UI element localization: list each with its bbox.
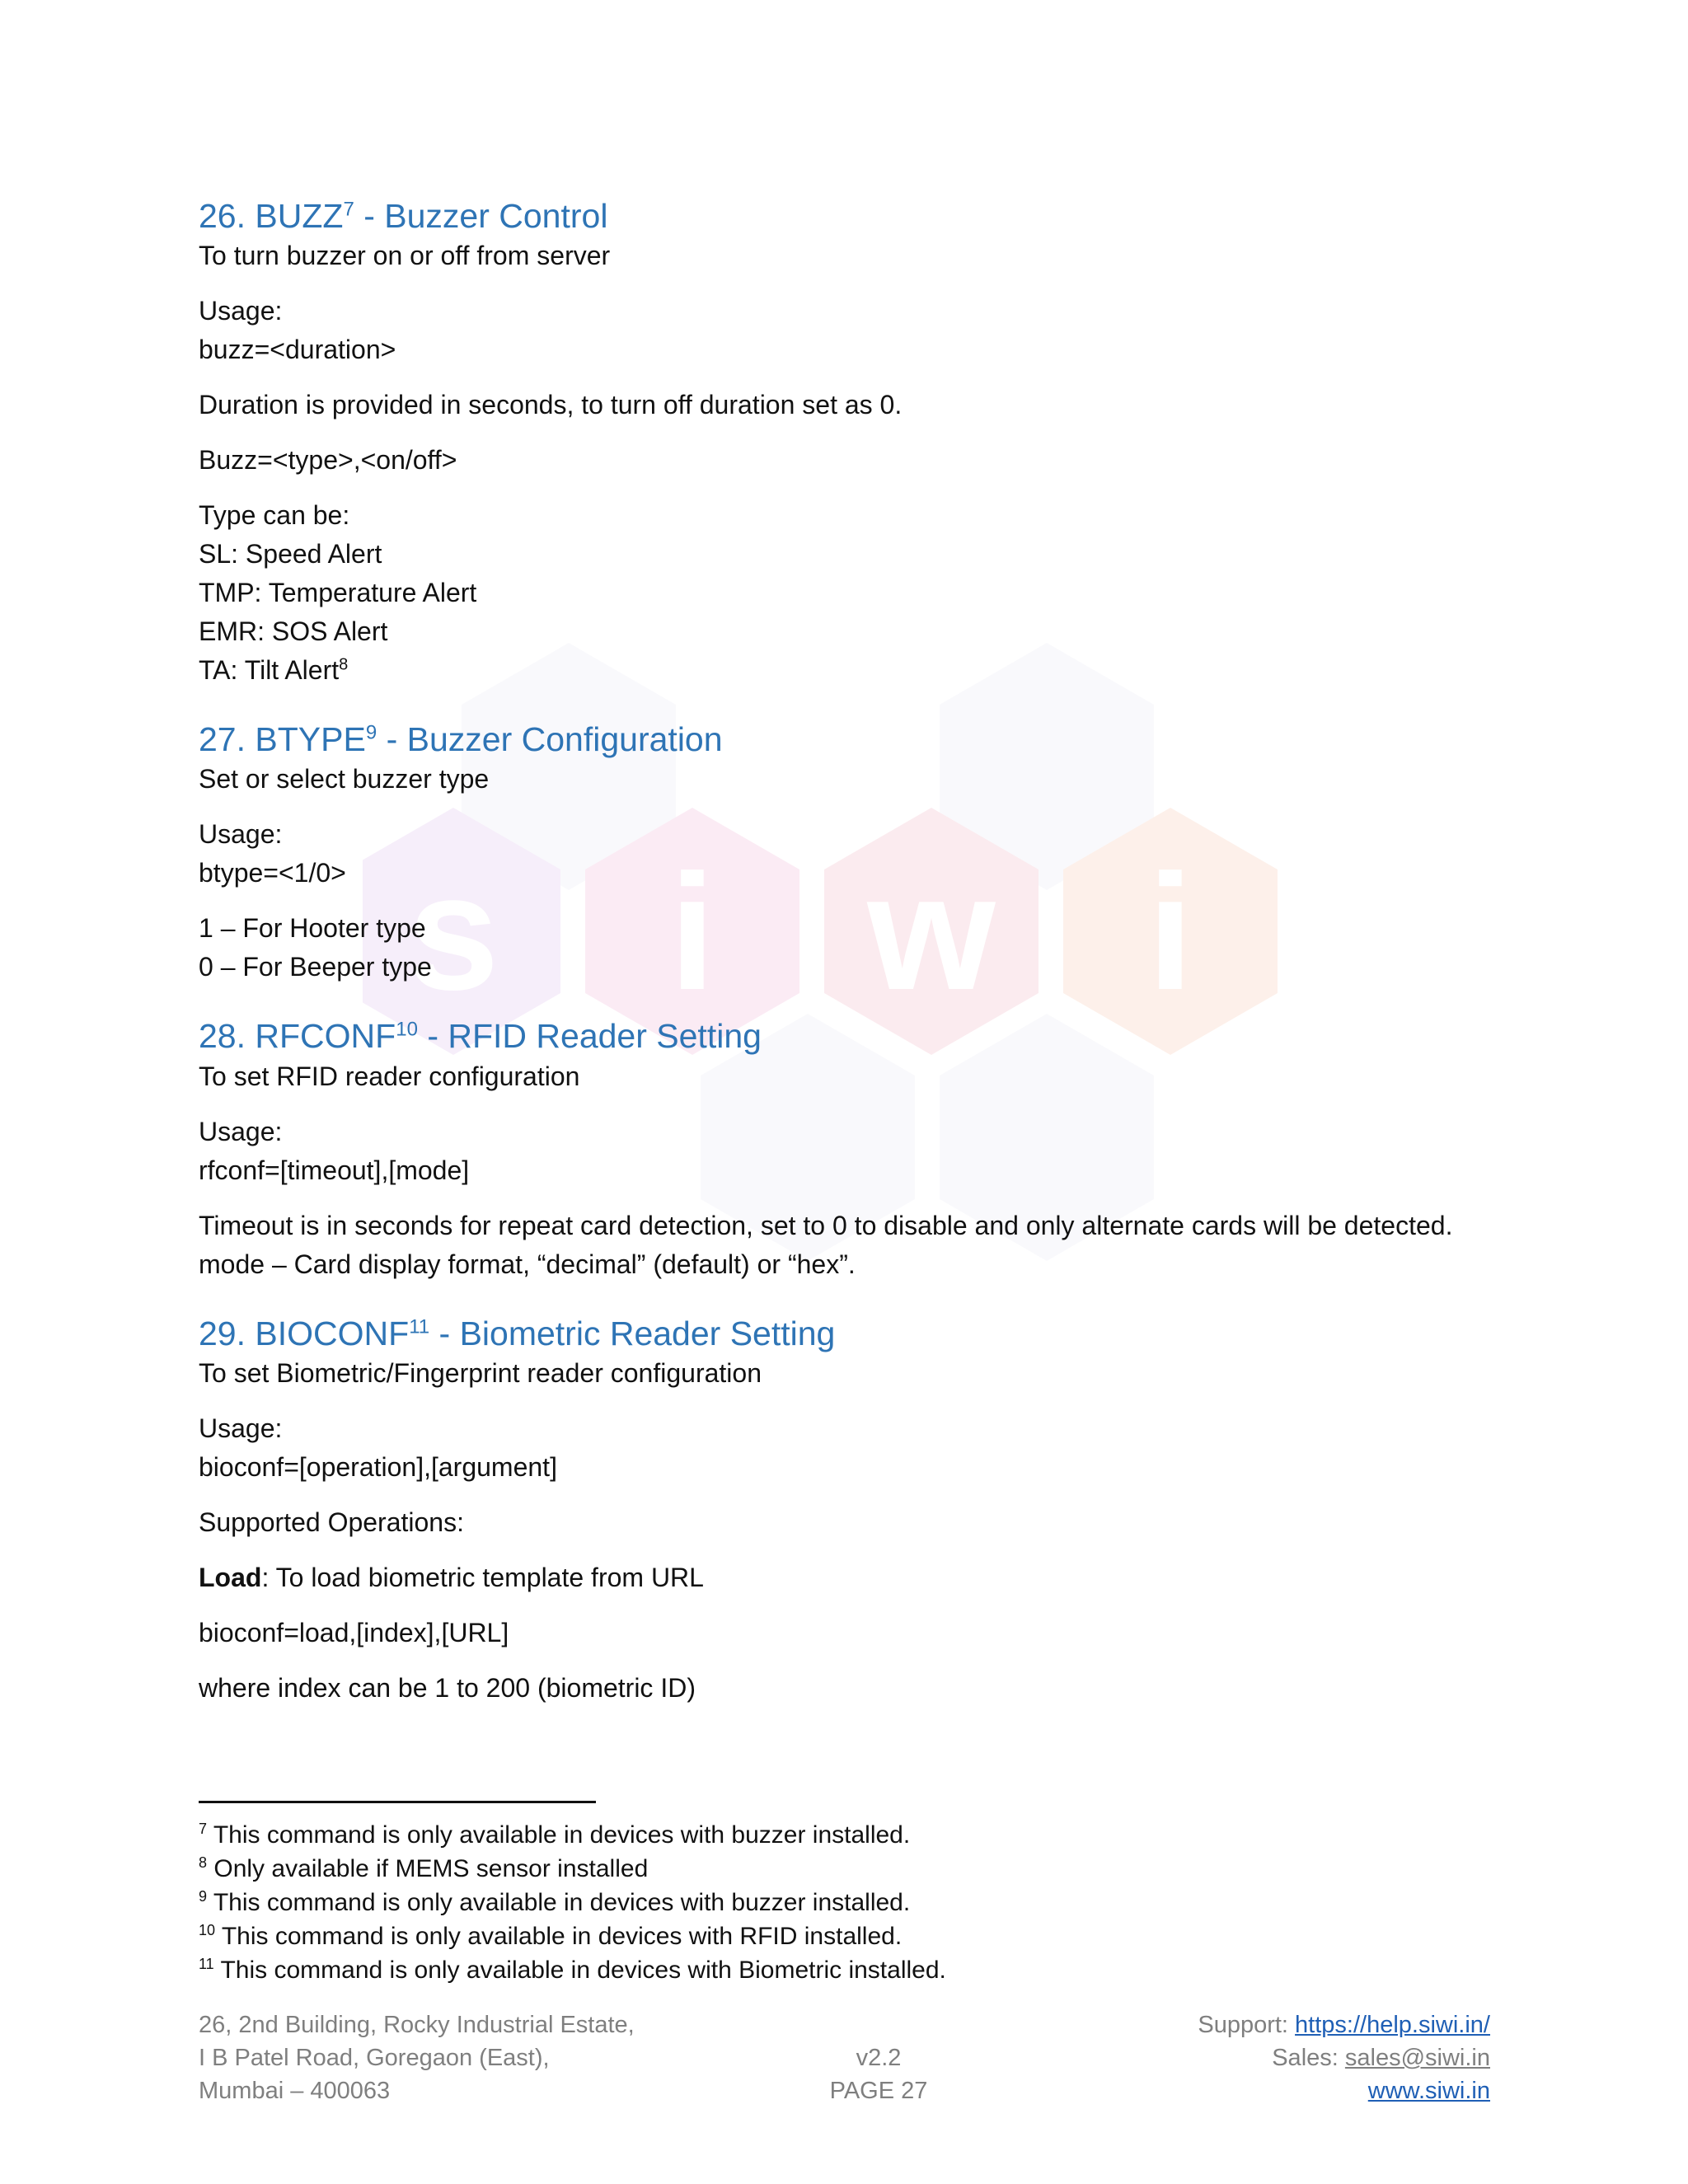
body-line: buzz=<duration> [199, 335, 396, 365]
section-heading-buzz [199, 196, 1517, 237]
page-content [199, 196, 1517, 1708]
body-line: To set Biometric/Fingerprint reader configuration [199, 1357, 762, 1388]
section-number: 27. [199, 720, 246, 759]
paragraph-gap [199, 1096, 1517, 1113]
watermark-letter: i [669, 841, 715, 1024]
paragraph-gap [199, 1393, 1517, 1409]
footnotes [199, 1818, 1517, 1987]
footnote-text: This command is only available in devices with RFID installed. [221, 1923, 903, 1950]
footnote-ref: 11 [409, 1315, 430, 1338]
body-line: To turn buzzer on or off from server [199, 241, 611, 271]
paragraph-gap [199, 1190, 1517, 1207]
watermark-letter: i [1147, 841, 1193, 1024]
body-line: mode – Card display format, “decimal” (default) or “hex”. [199, 1249, 856, 1279]
body-line: Set or select buzzer type [199, 764, 490, 794]
body-line: TMP: Temperature Alert [199, 578, 477, 608]
website-line [913, 2074, 1490, 2107]
body-line: Usage: [199, 1413, 283, 1443]
body-line: rfconf=[timeout],[mode] [199, 1155, 470, 1185]
footnote [199, 1953, 1517, 1987]
command-name: BUZZ [255, 197, 344, 235]
body-line: SL: Speed Alert [199, 539, 382, 569]
footnote-number: 11 [199, 1956, 214, 1972]
tilt-alert-line [199, 651, 1517, 690]
footnote-number: 9 [199, 1888, 208, 1905]
support-line [913, 2008, 1490, 2041]
footnote [199, 1886, 1517, 1919]
sales-email-link[interactable]: sales@siwi.in [1344, 2045, 1490, 2071]
section-body [199, 1057, 1517, 1284]
command-name: BIOCONF [255, 1314, 410, 1352]
footnote-text: This command is only available in devices with buzzer installed. [213, 1889, 911, 1916]
watermark-letter: s [407, 841, 499, 1024]
footnote-ref: 9 [365, 721, 377, 744]
paragraph-gap [199, 799, 1517, 815]
paragraph-gap [199, 893, 1517, 909]
body-line: Usage: [199, 296, 283, 326]
load-description: : To load biometric template from URL [261, 1562, 704, 1592]
paragraph-gap [199, 1487, 1517, 1503]
bioconf-load-syntax: bioconf=load,[index],[URL] [199, 1617, 509, 1647]
footnote-ref: 10 [396, 1018, 418, 1041]
body-line: Duration is provided in seconds, to turn off duration set as 0. [199, 390, 903, 420]
paragraph-gap [199, 275, 1517, 292]
address-line: 26, 2nd Building, Rocky Industrial Estate, [199, 2012, 635, 2038]
body-line: To set RFID reader configuration [199, 1061, 580, 1091]
paragraph-gap [199, 480, 1517, 496]
body-line: EMR: SOS Alert [199, 616, 388, 647]
footnote-ref: 7 [343, 198, 354, 221]
section-body [199, 760, 1517, 987]
body-line: Usage: [199, 819, 283, 850]
section-number: 29. [199, 1314, 246, 1352]
website-link[interactable]: www.siwi.in [1367, 2078, 1490, 2104]
body-line: 0 – For Beeper type [199, 952, 432, 982]
footnote-number: 7 [199, 1821, 208, 1837]
support-link[interactable]: https://help.siwi.in/ [1295, 2012, 1490, 2038]
section-number: 28. [199, 1017, 246, 1056]
body-line: Usage: [199, 1116, 283, 1146]
footnote-ref: 8 [339, 655, 349, 674]
support-label: Support: [1198, 2012, 1296, 2038]
section-title: - Buzzer Configuration [386, 720, 723, 759]
watermark-letter: w [867, 841, 996, 1024]
body-line: btype=<1/0> [199, 858, 346, 888]
sales-label: Sales: [1272, 2045, 1345, 2071]
body-line: Type can be: [199, 500, 350, 531]
load-label: Load [199, 1562, 262, 1592]
body-line: Timeout is in seconds for repeat card detection, set to 0 to disable and only alternate cards will be detected. [199, 1210, 1453, 1240]
section-heading-bioconf [199, 1314, 1517, 1354]
footer-address [199, 2008, 776, 2107]
footnote-number: 8 [199, 1854, 208, 1871]
footnote-separator [199, 1801, 596, 1803]
footnote-text: Only available if MEMS sensor installed [213, 1855, 649, 1882]
version-label: v2.2 [856, 2045, 902, 2071]
section-title: - RFID Reader Setting [427, 1017, 762, 1056]
body-line: Supported Operations: [199, 1507, 464, 1537]
body-line: Buzz=<type>,<on/off> [199, 445, 457, 476]
footer-contacts [913, 2008, 1490, 2107]
footnote [199, 1919, 1517, 1953]
load-operation-line [199, 1558, 1517, 1597]
address-line: Mumbai – 400063 [199, 2078, 391, 2104]
command-name: RFCONF [255, 1017, 396, 1056]
tilt-alert-text: TA: Tilt Alert [199, 655, 340, 686]
index-range-note: where index can be 1 to 200 (biometric ID) [199, 1672, 696, 1703]
footnote-text: This command is only available in devices with buzzer installed. [213, 1821, 911, 1849]
page-number: PAGE 27 [829, 2078, 928, 2104]
section-number: 26. [199, 197, 246, 235]
section-body [199, 1354, 1517, 1542]
section-title: - Buzzer Control [363, 197, 608, 235]
paragraph-gap [199, 424, 1517, 441]
section-heading-rfconf [199, 1016, 1517, 1057]
body-line: 1 – For Hooter type [199, 913, 426, 944]
sales-line [913, 2041, 1490, 2074]
footnote-number: 10 [199, 1922, 216, 1938]
footnote [199, 1818, 1517, 1852]
section-title: - Biometric Reader Setting [438, 1314, 836, 1352]
command-name: BTYPE [255, 720, 366, 759]
page-footer [199, 2008, 1490, 2116]
footnote [199, 1852, 1517, 1886]
section-body [199, 237, 1517, 651]
section-heading-btype [199, 719, 1517, 760]
address-line: I B Patel Road, Goregaon (East), [199, 2045, 550, 2071]
body-line: bioconf=[operation],[argument] [199, 1451, 557, 1482]
paragraph-gap [199, 369, 1517, 386]
footnote-text: This command is only available in devices with Biometric installed. [220, 1957, 946, 1984]
